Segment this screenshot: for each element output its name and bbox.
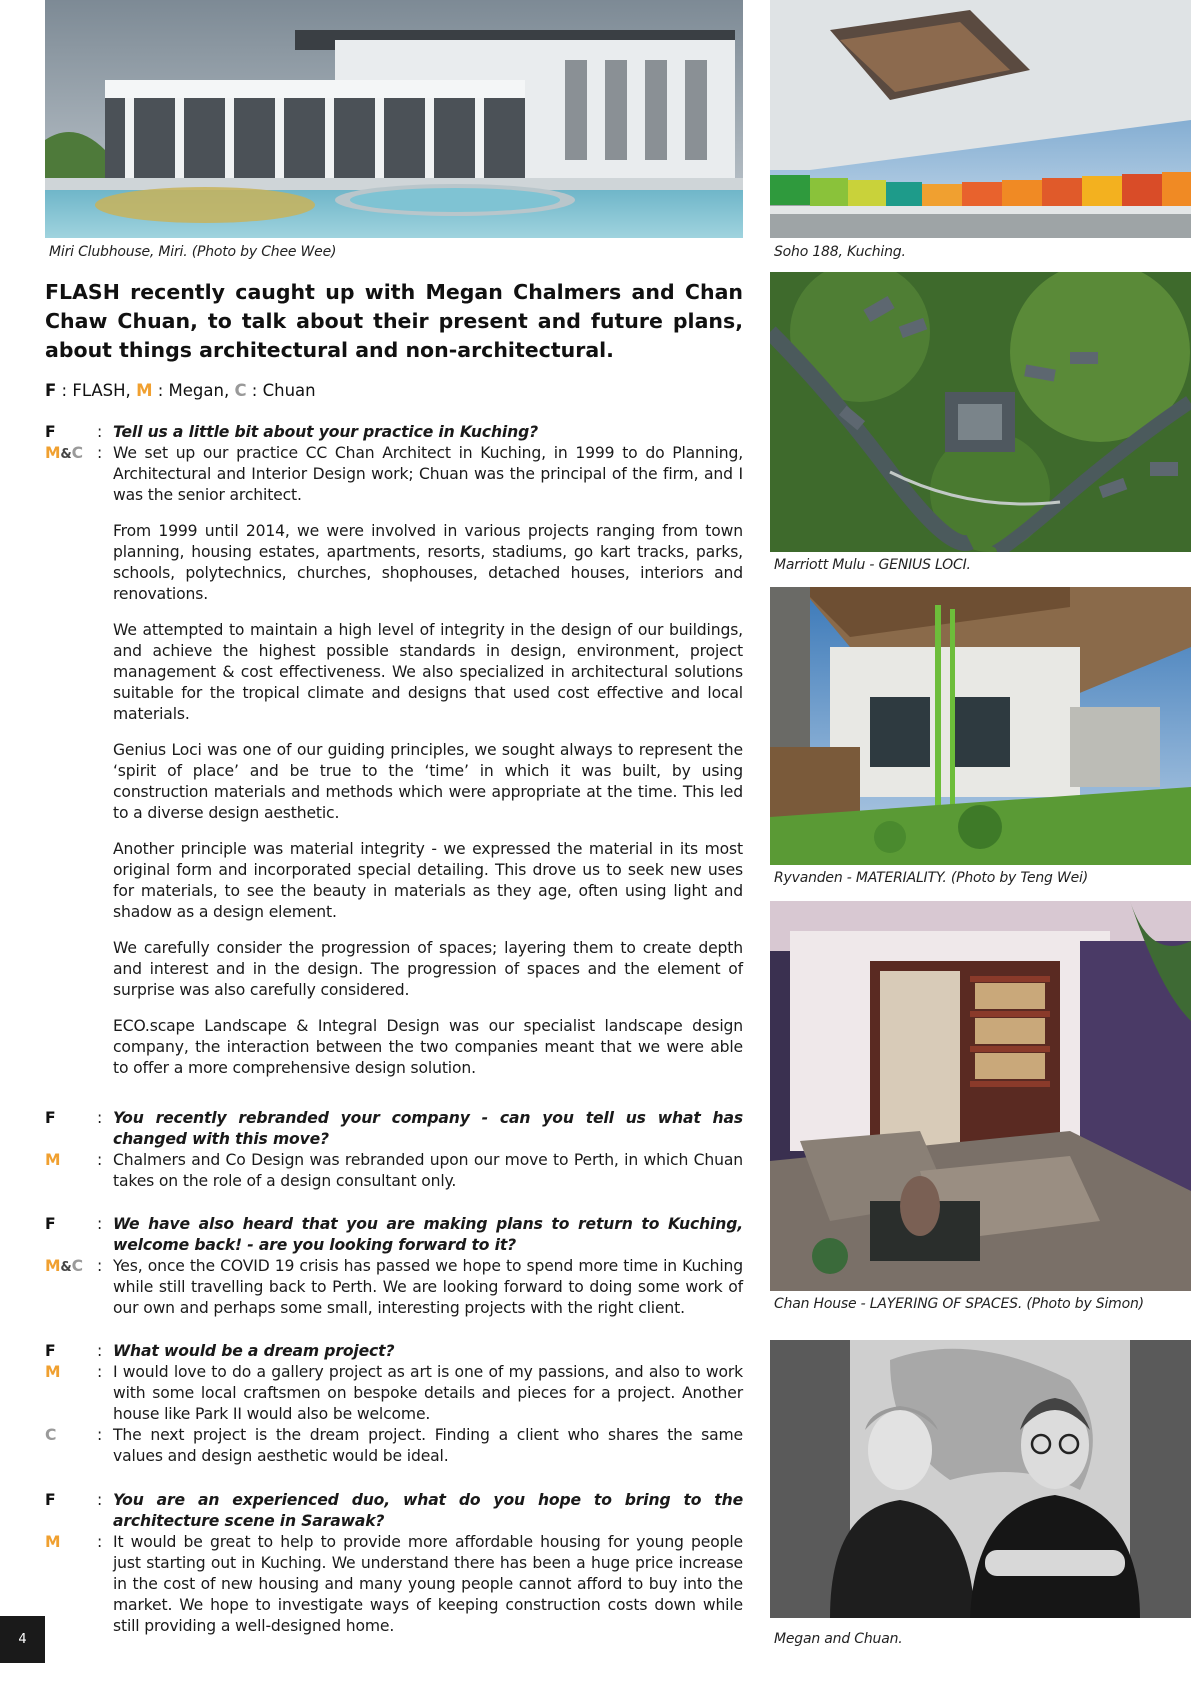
- photo-caption: Marriott Mulu - GENIUS LOCI.: [774, 557, 971, 573]
- intro-heading: FLASH recently caught up with Megan Chalmers and Chan Chaw Chuan, to talk about their present and future plans, about things architectural and non-architectural.: [45, 280, 743, 362]
- photo-marriott-mulu: [770, 272, 1191, 552]
- photo-caption: Ryvanden - MATERIALITY. (Photo by Teng Wei): [774, 870, 1088, 886]
- speaker-label: M: [45, 1151, 61, 1169]
- legend-f: F: [45, 381, 57, 400]
- colon: :: [97, 423, 103, 441]
- legend-c-name: : Chuan: [246, 381, 316, 400]
- legend-m-name: : Megan,: [152, 381, 235, 400]
- speaker-label: M: [45, 1533, 61, 1551]
- speaker-label: F: [45, 1215, 56, 1233]
- colon: :: [97, 1342, 103, 1360]
- colon: :: [97, 1426, 103, 1444]
- speaker-label: F: [45, 1109, 56, 1127]
- answer: [45, 1256, 743, 1319]
- photo-ryvanden: [770, 587, 1191, 865]
- speaker-label: F: [45, 1342, 56, 1360]
- answer-text: It would be great to help to provide more affordable housing for young people just starting out in Kuching. We understand there has been a huge price increase in the cost of new housing and many young people cannot afford to buy into the market. We hope to investigate ways of keeping construction costs down while still providing a well-designed home.: [113, 1533, 743, 1635]
- speaker-label: M: [45, 1363, 61, 1381]
- legend-f-name: : FLASH,: [56, 381, 137, 400]
- answer-paragraph: Genius Loci was one of our guiding principles, we sought always to represent the ‘spirit of place’ and be true to the ‘time’ in which it was built, by using construction materials and methods which were appropriate at the time. This led to a diverse design aesthetic.: [113, 741, 743, 822]
- colon: :: [97, 1491, 103, 1509]
- answer: [45, 1425, 743, 1467]
- photo-miri-clubhouse: [45, 0, 743, 238]
- speaker-c: C: [71, 444, 83, 462]
- legend-c: C: [234, 381, 247, 400]
- question-text: We have also heard that you are making plans to return to Kuching, welcome back! - are you looking forward to it?: [113, 1215, 743, 1254]
- speaker-label: [45, 1256, 97, 1319]
- question-text: You are an experienced duo, what do you hope to bring to the architecture scene in Sarawak?: [113, 1491, 743, 1530]
- answer-text: Yes, once the COVID 19 crisis has passed we hope to spend more time in Kuching while still travelling back to Perth. We are looking forward to doing some work of our own and perhaps some small, interesting projects with the right client.: [113, 1257, 743, 1317]
- speaker-m: M: [45, 444, 61, 462]
- colon: :: [97, 1215, 103, 1233]
- photo-caption: Megan and Chuan.: [774, 1631, 903, 1647]
- interview-block: [45, 1214, 743, 1319]
- question: [45, 1341, 743, 1362]
- interview-block: [45, 1108, 743, 1192]
- question-text: You recently rebranded your company - can you tell us what has changed with this move?: [113, 1109, 743, 1148]
- answer-paragraph: From 1999 until 2014, we were involved in various projects ranging from town planning, housing estates, apartments, resorts, stadiums, go kart tracks, parks, schools, polytechnics, churches, shophouses, detached houses, interiors and renovations.: [113, 522, 743, 603]
- photo-megan-and-chuan: [770, 1340, 1191, 1618]
- interview-block: [45, 422, 743, 1079]
- answer-text: Chalmers and Co Design was rebranded upon our move to Perth, in which Chuan takes on the role of a design consultant only.: [113, 1151, 743, 1190]
- ampersand: &: [60, 1260, 72, 1275]
- answer-text: I would love to do a gallery project as art is one of my passions, and also to work with some local craftsmen on bespoke details and pieces for a project. Another house like Park II would also be welcome.: [113, 1363, 743, 1423]
- answer: [45, 443, 743, 506]
- photo-caption: Soho 188, Kuching.: [774, 244, 906, 260]
- photo-caption: Miri Clubhouse, Miri. (Photo by Chee Wee): [49, 244, 337, 260]
- question: [45, 1214, 743, 1256]
- page-number: 4: [0, 1616, 45, 1663]
- speaker-label: [45, 443, 97, 506]
- colon: :: [97, 1363, 103, 1381]
- question: [45, 1490, 743, 1532]
- photo-chan-house: [770, 901, 1191, 1291]
- speaker-label: F: [45, 423, 56, 441]
- answer-text: The next project is the dream project. Finding a client who shares the same values and design aesthetic would be ideal.: [113, 1426, 743, 1465]
- question: [45, 422, 743, 443]
- question-text: Tell us a little bit about your practice in Kuching?: [113, 423, 538, 441]
- speaker-label: C: [45, 1426, 57, 1444]
- ampersand: &: [60, 447, 72, 462]
- photo-caption: Chan House - LAYERING OF SPACES. (Photo by Simon): [774, 1296, 1144, 1312]
- interview-block: [45, 1341, 743, 1467]
- interview-block: [45, 1490, 743, 1637]
- answer: [45, 1362, 743, 1425]
- answer: [45, 1532, 743, 1637]
- answer-text: We set up our practice CC Chan Architect in Kuching, in 1999 to do Planning, Architectural and Interior Design work; Chuan was the principal of the firm, and I was the senior architect.: [113, 444, 743, 504]
- photo-soho-188: [770, 0, 1191, 238]
- question-text: What would be a dream project?: [113, 1342, 395, 1360]
- answer: [45, 1150, 743, 1192]
- legend-m: M: [136, 381, 153, 400]
- answer-paragraph: We carefully consider the progression of spaces; layering them to create depth and interest and in the design. The progression of spaces and the element of surprise was also carefully considered.: [113, 939, 743, 999]
- answer-paragraph: We attempted to maintain a high level of integrity in the design of our buildings, and achieve the highest possible standards in design, environment, project management & cost effectiveness. We also specialized in architectural solutions suitable for the tropical climate and designs that used cost effective and local materials.: [113, 621, 743, 723]
- speaker-c: C: [71, 1257, 83, 1275]
- colon: :: [97, 1109, 103, 1127]
- colon: :: [97, 1151, 103, 1169]
- answer-paragraph: Another principle was material integrity - we expressed the material in its most original form and incorporated special detailing. This drove us to seek new uses for materials, to see the beauty in materials as they age, often using light and shadow as a design element.: [113, 840, 743, 921]
- speaker-m: M: [45, 1257, 61, 1275]
- answer-paragraph: ECO.scape Landscape & Integral Design was our specialist landscape design company, the interaction between the two companies meant that we were able to offer a more comprehensive design solution.: [113, 1017, 743, 1077]
- speaker-legend: [45, 381, 316, 400]
- colon: :: [97, 1257, 103, 1275]
- colon: :: [97, 444, 103, 462]
- speaker-label: F: [45, 1491, 56, 1509]
- colon: :: [97, 1533, 103, 1551]
- question: [45, 1108, 743, 1150]
